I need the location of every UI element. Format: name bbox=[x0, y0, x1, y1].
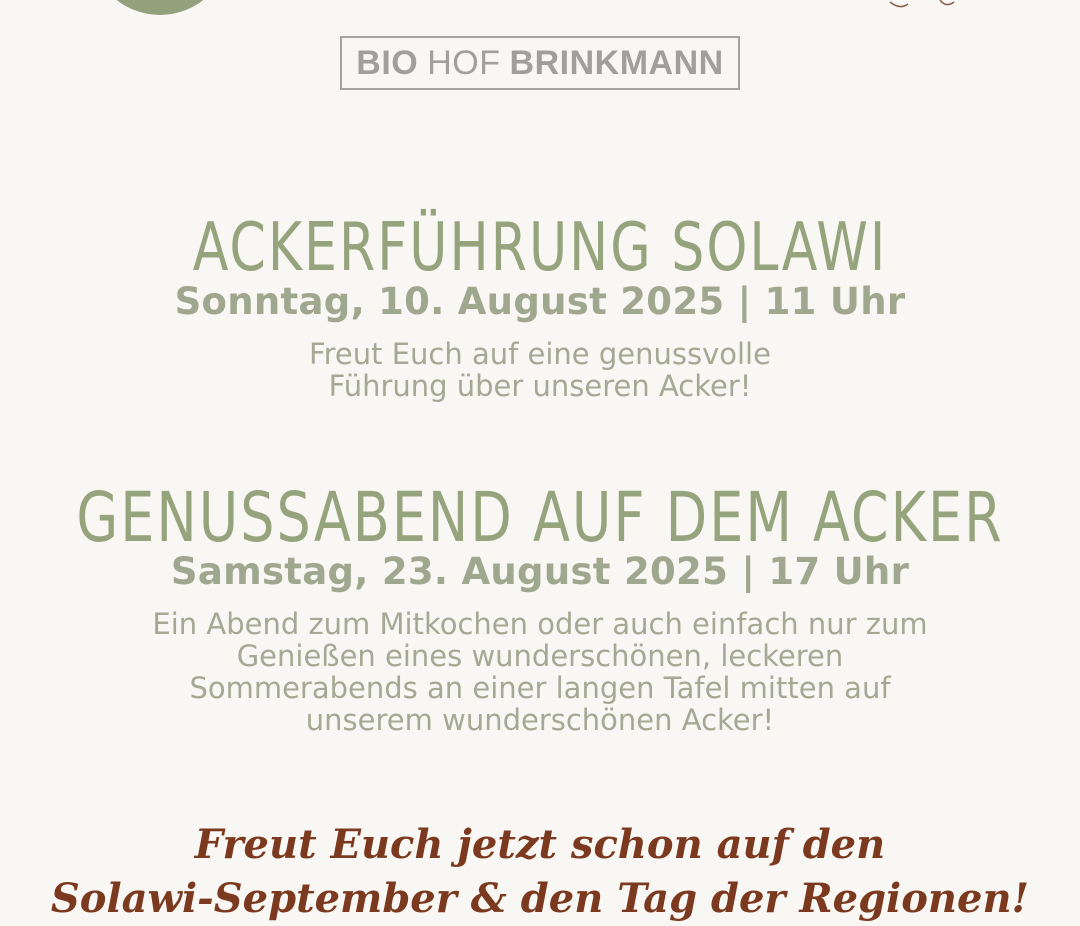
logo-word-hof: HOF bbox=[427, 43, 501, 82]
event-date: Samstag, 23. August 2025 | 17 Uhr bbox=[170, 550, 910, 593]
outro-line-1: Freut Euch jetzt schon auf den bbox=[194, 821, 886, 868]
event-title: GENUSSABEND AUF DEM ACKER bbox=[76, 477, 1004, 559]
logo bbox=[340, 36, 740, 90]
logo-word-brinkmann: BRINKMANN bbox=[509, 43, 724, 82]
sprig-decoration-icon bbox=[880, 0, 960, 14]
outro-line-2: Solawi-September & den Tag der Regionen! bbox=[50, 875, 1030, 922]
logo-word-bio: BIO bbox=[356, 43, 419, 82]
event-description: Freut Euch auf eine genussvolle Führung über unseren Acker! bbox=[309, 337, 771, 403]
outro-text bbox=[0, 818, 1080, 926]
green-circle-decoration-icon bbox=[90, 0, 230, 15]
event-title: ACKERFÜHRUNG SOLAWI bbox=[192, 207, 888, 287]
event-ackerfuehrung bbox=[0, 207, 1080, 403]
event-date: Sonntag, 10. August 2025 | 11 Uhr bbox=[174, 280, 906, 323]
event-description: Ein Abend zum Mitkochen oder auch einfach nur zum Genießen eines wunderschönen, leckeren Sommerabends an einer langen Tafel mitten auf unserem wunderschönen Acker! bbox=[152, 607, 928, 737]
event-genussabend bbox=[0, 477, 1080, 737]
